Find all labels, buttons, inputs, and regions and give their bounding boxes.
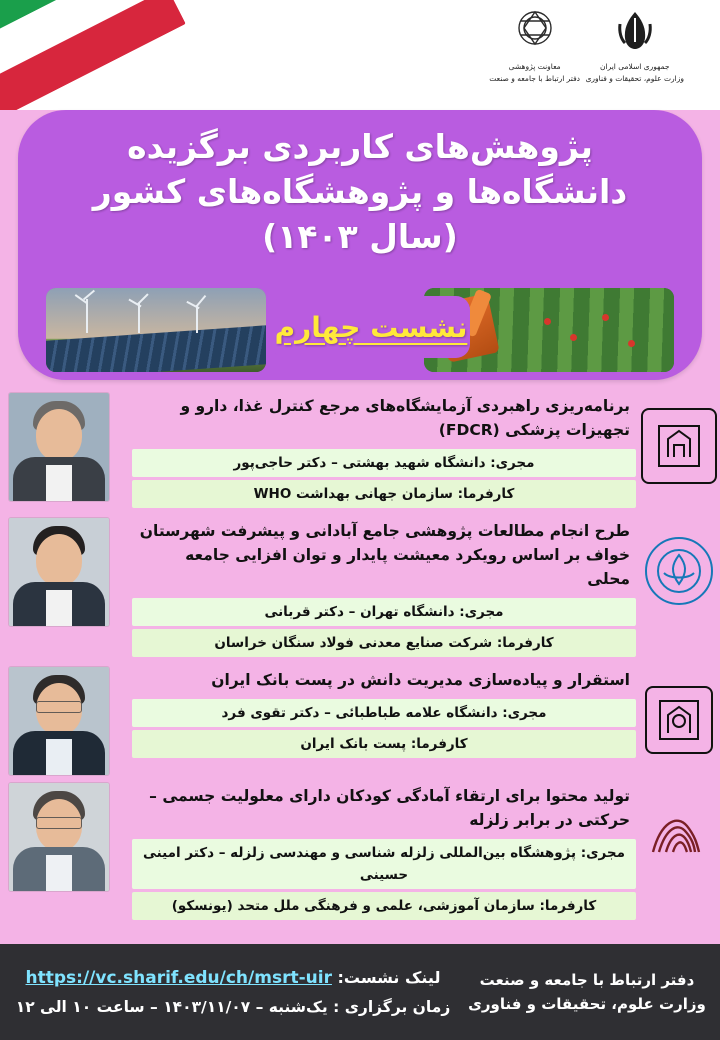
project-executor: مجری: دانشگاه شهید بهشتی – دکتر حاجی‌پور bbox=[132, 449, 636, 477]
ministry-emblem-icon bbox=[586, 8, 684, 60]
project-body bbox=[124, 392, 636, 511]
project-client: کارفرما: پست بانک ایران bbox=[132, 730, 636, 758]
office-caption-line2: دفتر ارتباط با جامعه و صنعت bbox=[489, 74, 580, 83]
project-row bbox=[0, 666, 720, 776]
project-client: کارفرما: سازمان آموزشی، علمی و فرهنگی ملل متحد (یونسکو) bbox=[132, 892, 636, 920]
office-emblem-logo bbox=[489, 8, 580, 84]
university-of-tehran-logo-icon bbox=[640, 517, 718, 625]
project-client: کارفرما: شرکت صنایع معدنی فولاد سنگان خراسان bbox=[132, 629, 636, 657]
office-emblem-icon bbox=[489, 8, 580, 60]
footer-office-line1: دفتر ارتباط با جامعه و صنعت bbox=[479, 971, 695, 989]
avatar bbox=[8, 517, 110, 627]
avatar bbox=[8, 392, 110, 502]
footer-office bbox=[454, 968, 720, 1016]
ministry-caption-line1: جمهوری اسلامی ایران bbox=[599, 62, 670, 71]
project-executor: مجری: دانشگاه علامه طباطبائی – دکتر تقوی فرد bbox=[132, 699, 636, 727]
session-link[interactable]: https://vc.sharif.edu/ch/msrt-uir bbox=[25, 968, 332, 988]
footer-session-info bbox=[0, 963, 454, 1021]
title-card bbox=[18, 110, 702, 380]
header-band bbox=[0, 0, 720, 110]
title-line-3: (سال ۱۴۰۳) bbox=[262, 217, 458, 256]
project-row bbox=[0, 392, 720, 511]
projects-list bbox=[0, 392, 720, 929]
session-label: نشست چهارم bbox=[274, 310, 468, 344]
ministry-emblem-logo bbox=[586, 8, 684, 84]
link-label: لینک نشست: bbox=[337, 968, 441, 987]
avatar bbox=[8, 782, 110, 892]
session-badge bbox=[272, 296, 470, 358]
project-title: استقرار و پیاده‌سازی مدیریت دانش در پست بانک ایران bbox=[211, 671, 630, 689]
session-time: زمان برگزاری : یک‌شنبه – ۱۴۰۳/۱۱/۰۷ – ساعت ۱۰ الی ۱۲ bbox=[15, 998, 451, 1016]
office-caption-line1: معاونت پژوهشی bbox=[508, 62, 561, 71]
ministry-caption-line2: وزارت علوم، تحقیقات و فناوری bbox=[585, 74, 684, 83]
title-line-2: دانشگاه‌ها و پژوهشگاه‌های کشور bbox=[92, 172, 628, 211]
project-row bbox=[0, 782, 720, 923]
avatar bbox=[8, 666, 110, 776]
iiees-logo-icon bbox=[640, 782, 718, 890]
project-body bbox=[124, 517, 636, 660]
poster-title bbox=[18, 124, 702, 259]
project-row bbox=[0, 517, 720, 660]
project-title: طرح انجام مطالعات پژوهشی جامع آبادانی و پیشرفت شهرستان خواف بر اساس رویکرد معیشت پایدار و توان افزایی جامعه محلی bbox=[139, 522, 630, 588]
project-title: برنامه‌ریزی راهبردی آزمایشگاه‌های مرجع کنترل غذا، دارو و تجهیزات پزشکی (FDCR) bbox=[180, 397, 630, 439]
project-title: تولید محتوا برای ارتقاء آمادگی کودکان دارای معلولیت جسمی – حرکتی در برابر زلزله bbox=[149, 787, 630, 829]
project-executor: مجری: پژوهشگاه بین‌المللی زلزله شناسی و مهندسی زلزله – دکتر امینی حسینی bbox=[132, 839, 636, 889]
iran-flag-icon bbox=[0, 0, 186, 110]
title-line-1: پژوهش‌های کاربردی برگزیده bbox=[127, 127, 593, 166]
renewable-energy-photo bbox=[46, 288, 266, 372]
session-link-row bbox=[12, 963, 454, 993]
footer bbox=[0, 944, 720, 1040]
project-client: کارفرما: سازمان جهانی بهداشت WHO bbox=[132, 480, 636, 508]
project-body bbox=[124, 782, 636, 923]
allameh-tabatabai-university-logo-icon bbox=[640, 666, 718, 774]
footer-office-line2: وزارت علوم، تحقیقات و فناوری bbox=[468, 995, 706, 1013]
project-body bbox=[124, 666, 636, 761]
project-executor: مجری: دانشگاه تهران – دکتر قربانی bbox=[132, 598, 636, 626]
shahid-beheshti-university-logo-icon bbox=[640, 392, 718, 500]
